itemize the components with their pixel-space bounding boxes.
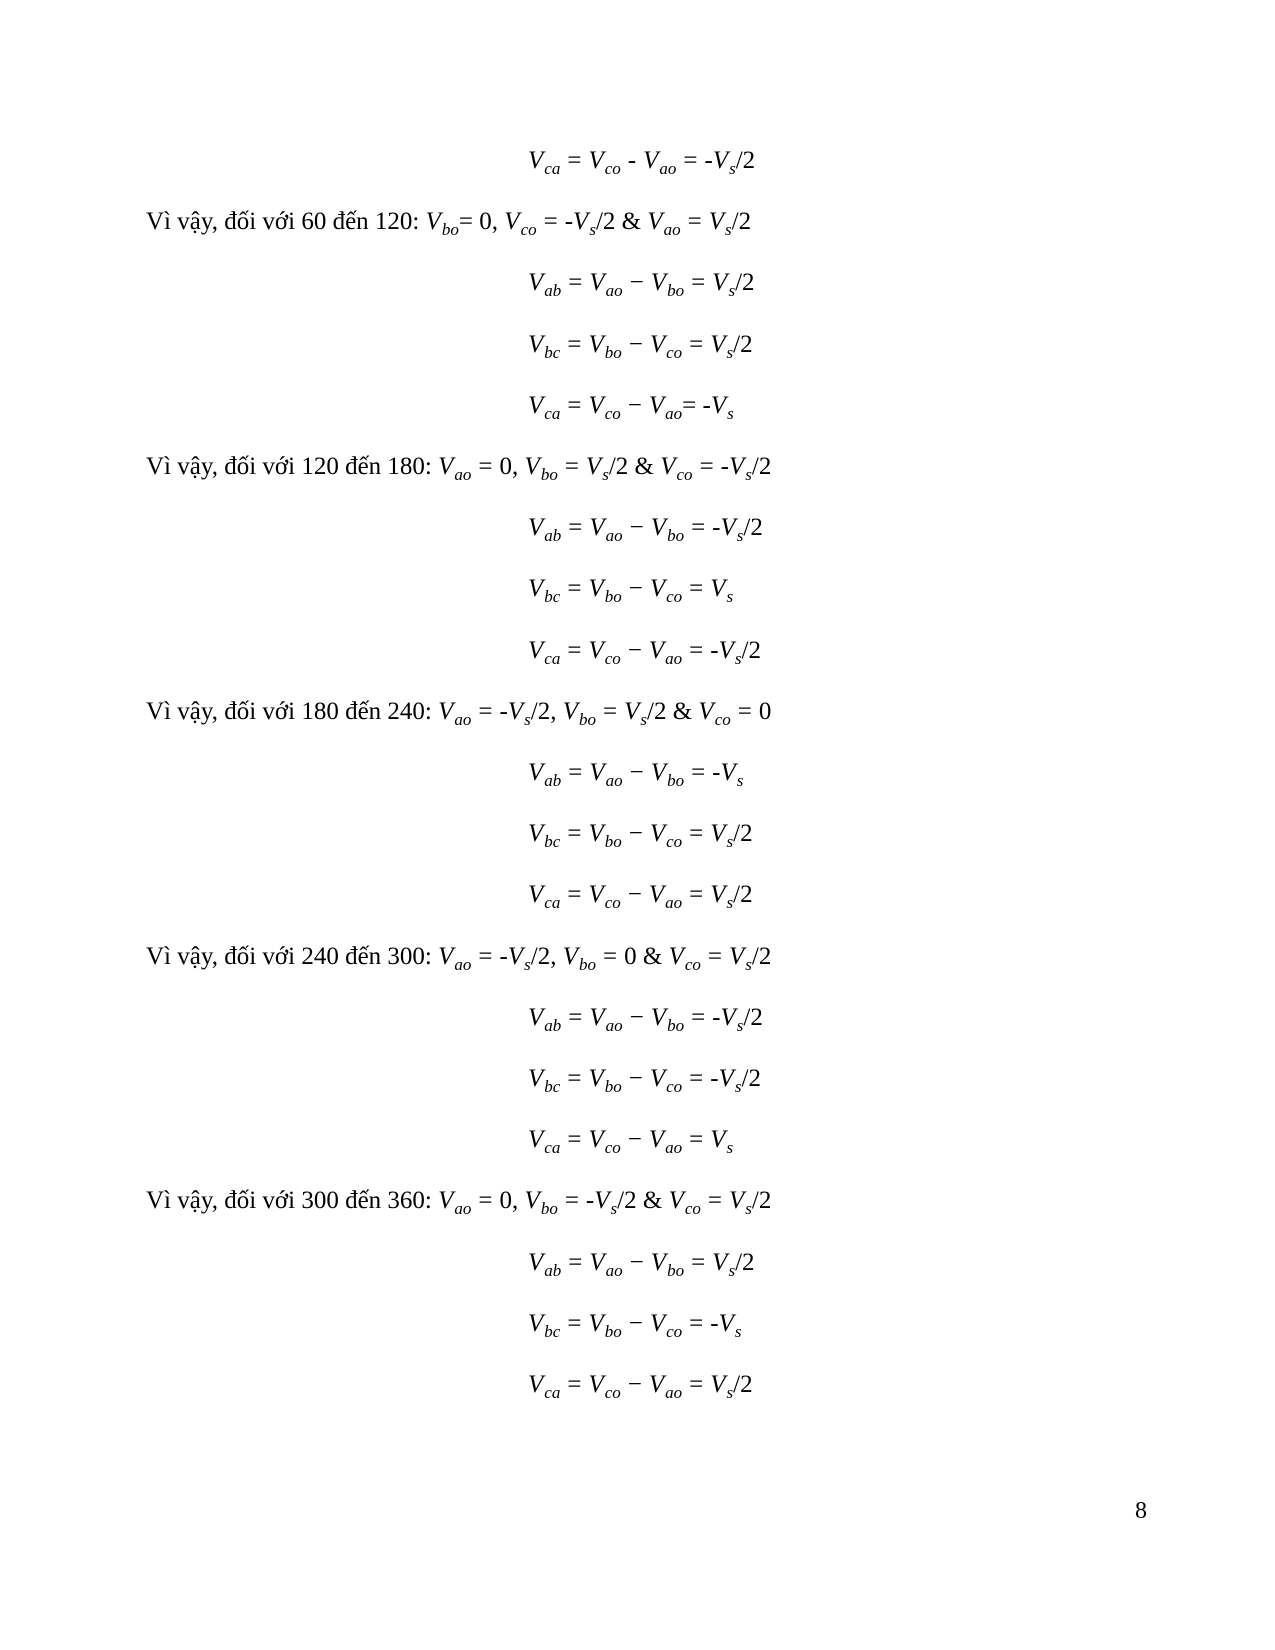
operator: =	[707, 1187, 722, 1215]
text-run: Vì vậy, đối với 300 đến 360:	[146, 1187, 439, 1215]
operator: −	[628, 575, 643, 603]
operator: =	[691, 1248, 706, 1276]
interval-statement	[146, 942, 771, 972]
voltage-symbol: $V_{bo}$	[588, 330, 622, 362]
text-run: /2	[735, 1248, 755, 1276]
equation-line	[528, 1125, 734, 1158]
voltage-symbol: $V_s$	[708, 208, 732, 240]
text-run: 0	[758, 697, 772, 725]
operator: -	[627, 147, 637, 174]
equation-line	[528, 1370, 753, 1400]
text-run: /2	[751, 942, 772, 970]
operator: =	[691, 759, 706, 786]
voltage-symbol: $V_s$	[712, 147, 736, 178]
operator: −	[628, 820, 643, 848]
equation-line	[528, 330, 753, 360]
voltage-symbol: $V_{ao}$	[648, 636, 683, 668]
text-run: /2	[733, 1371, 753, 1398]
interval-statement	[146, 697, 771, 727]
voltage-symbol: $V_{co}$	[504, 208, 537, 240]
voltage-symbol: $V_{co}$	[649, 1309, 683, 1341]
operator: =	[567, 1065, 582, 1092]
operator: =	[689, 330, 704, 358]
text-run: = 0,	[458, 208, 505, 236]
voltage-symbol: $V_{bo}$	[650, 759, 685, 790]
voltage-symbol: $V_s$	[712, 269, 736, 301]
equation-line	[528, 1003, 763, 1033]
text-run: -	[704, 147, 713, 174]
voltage-symbol: $V_s$	[720, 514, 744, 546]
voltage-symbol: $V_{co}$	[588, 147, 621, 178]
voltage-symbol: $V_{ao}$	[643, 147, 677, 178]
equation-line	[528, 880, 753, 913]
voltage-symbol: $V_s$	[710, 575, 734, 607]
text-run: /2	[741, 1065, 761, 1092]
voltage-symbol: $V_s$	[710, 881, 734, 913]
voltage-symbol: $V_{ab}$	[528, 1003, 562, 1035]
equation-line	[528, 819, 753, 852]
voltage-symbol: $V_{bo}$	[650, 1003, 685, 1035]
voltage-symbol: $V_{ab}$	[528, 514, 562, 546]
text-run: -	[564, 208, 574, 236]
operator: =	[689, 1371, 704, 1398]
voltage-symbol: $V_{ao}$	[438, 697, 472, 729]
voltage-symbol: $V_{bo}$	[588, 820, 622, 852]
voltage-symbol: $V_{bc}$	[528, 820, 561, 852]
voltage-symbol: $V_{ca}$	[528, 391, 561, 423]
operator: =	[567, 820, 582, 848]
text-run: 0 &	[624, 942, 669, 970]
operator: =	[689, 881, 704, 909]
voltage-symbol: $V_{co}$	[588, 881, 621, 913]
operator: =	[567, 147, 582, 174]
equation-line	[528, 636, 761, 666]
operator: −	[627, 881, 642, 909]
text-run: /2	[741, 636, 761, 664]
voltage-symbol: $V_s$	[507, 942, 531, 974]
operator: −	[628, 1309, 643, 1337]
operator: =	[689, 820, 704, 848]
operator: −	[629, 1248, 644, 1276]
voltage-symbol: $V_{ca}$	[528, 1126, 561, 1158]
operator: =	[603, 697, 618, 725]
voltage-symbol: $V_{ca}$	[528, 881, 561, 913]
text-run: /2	[733, 820, 753, 848]
voltage-symbol: $V_s$	[573, 208, 596, 240]
voltage-symbol: $V_s$	[624, 697, 648, 729]
equation-line	[528, 268, 755, 301]
text-run: /2 &	[647, 697, 699, 725]
operator: =	[737, 697, 752, 725]
voltage-symbol: $V_s$	[718, 1065, 742, 1096]
text-run: -	[712, 514, 721, 542]
voltage-symbol: $V_{ao}$	[589, 269, 623, 301]
voltage-symbol: $V_s$	[507, 697, 531, 729]
voltage-symbol: $V_{bo}$	[588, 1309, 622, 1341]
interval-statement	[146, 452, 771, 482]
operator: −	[629, 269, 644, 297]
operator: =	[568, 514, 583, 542]
text-run: /2	[735, 269, 755, 297]
operator: =	[478, 942, 493, 970]
voltage-symbol: $V_{ao}$	[648, 1126, 683, 1158]
voltage-symbol: $V_{ab}$	[528, 759, 562, 790]
operator: =	[687, 208, 702, 236]
text-run: -	[499, 942, 508, 970]
operator: =	[568, 1248, 583, 1276]
voltage-symbol: $V_s$	[594, 1187, 618, 1219]
voltage-symbol: $V_{ao}$	[648, 1371, 683, 1402]
text-run: Vì vậy, đối với 120 đến 180:	[146, 453, 439, 480]
operator: =	[564, 1187, 579, 1215]
equation-line	[528, 1309, 742, 1339]
operator: =	[691, 269, 706, 297]
text-run: -	[710, 1309, 719, 1337]
text-run: Vì vậy, đối với 180 đến 240:	[146, 697, 439, 725]
operator: =	[567, 391, 582, 419]
voltage-symbol: $V_{bc}$	[528, 575, 561, 607]
voltage-symbol: $V_s$	[712, 1248, 736, 1280]
text-run: /2	[751, 1187, 772, 1215]
equation-line	[528, 146, 755, 176]
text-run: -	[499, 697, 508, 725]
voltage-symbol: $V_{co}$	[660, 453, 693, 484]
voltage-symbol: $V_s$	[710, 391, 734, 423]
voltage-symbol: $V_{ao}$	[648, 881, 683, 913]
operator: =	[567, 1309, 582, 1337]
voltage-symbol: $V_s$	[585, 453, 609, 484]
text-run: /2 &	[608, 453, 661, 480]
equation-line	[528, 758, 743, 788]
voltage-symbol: $V_{ca}$	[528, 147, 561, 178]
voltage-symbol: $V_s$	[720, 1003, 744, 1035]
voltage-symbol: $V_s$	[710, 820, 734, 852]
operator: −	[628, 330, 643, 358]
voltage-symbol: $V_s$	[718, 1309, 742, 1341]
voltage-symbol: $V_{ao}$	[438, 942, 472, 974]
operator: =	[567, 881, 582, 909]
voltage-symbol: $V_{ao}$	[648, 391, 683, 423]
operator: −	[627, 1371, 642, 1398]
text-run: -	[720, 453, 729, 480]
operator: =	[689, 575, 704, 603]
voltage-symbol: $V_{ao}$	[589, 1248, 623, 1280]
operator: =	[568, 759, 583, 786]
voltage-symbol: $V_{bo}$	[524, 1187, 558, 1219]
operator: =	[567, 1371, 582, 1398]
text-run: /2	[731, 208, 752, 236]
operator: −	[629, 1003, 644, 1031]
operator: −	[629, 759, 644, 786]
voltage-symbol: $V_{bo}$	[650, 1248, 685, 1280]
voltage-symbol: $V_{co}$	[588, 1126, 621, 1158]
operator: −	[628, 1065, 643, 1092]
voltage-symbol: $V_s$	[729, 453, 752, 484]
text-run: /2	[743, 514, 763, 542]
operator: =	[689, 636, 704, 664]
voltage-symbol: $V_{co}$	[649, 330, 683, 362]
operator: =	[567, 330, 582, 358]
operator: =	[689, 1126, 704, 1154]
voltage-symbol: $V_{bo}$	[562, 942, 596, 974]
operator: =	[478, 453, 493, 480]
text-run: /2	[751, 453, 772, 480]
operator: =	[689, 1309, 704, 1337]
operator: =	[567, 636, 582, 664]
text-run: -	[710, 636, 719, 664]
operator: =	[603, 942, 618, 970]
operator: =	[568, 1003, 583, 1031]
voltage-symbol: $V_{bo}$	[650, 269, 685, 301]
voltage-symbol: $V_{ca}$	[528, 1371, 561, 1402]
text-run: = -	[682, 391, 711, 419]
text-run: /2,	[530, 697, 563, 725]
voltage-symbol: $V_{ao}$	[589, 1003, 623, 1035]
equation-line	[528, 1064, 761, 1094]
voltage-symbol: $V_{co}$	[649, 1065, 683, 1096]
voltage-symbol: $V_s$	[710, 330, 734, 362]
operator: =	[691, 1003, 706, 1031]
operator: =	[567, 1126, 582, 1154]
voltage-symbol: $V_{bo}$	[588, 1065, 622, 1096]
text-run: -	[712, 759, 721, 786]
voltage-symbol: $V_s$	[729, 942, 752, 974]
voltage-symbol: $V_{ab}$	[528, 1248, 562, 1280]
text-run: Vì vậy, đối với 240 đến 300:	[146, 942, 439, 970]
text-run: /2,	[530, 942, 563, 970]
text-run: 0,	[499, 453, 525, 480]
voltage-symbol: $V_{co}$	[698, 697, 731, 729]
voltage-symbol: $V_{co}$	[668, 942, 701, 974]
operator: =	[691, 514, 706, 542]
text-run: /2	[743, 1003, 763, 1031]
operator: =	[478, 1187, 493, 1215]
voltage-symbol: $V_{ao}$	[589, 759, 623, 790]
voltage-symbol: $V_{bo}$	[650, 514, 685, 546]
text-run: /2 &	[595, 208, 648, 236]
text-run: /2	[735, 147, 756, 174]
operator: −	[627, 1126, 642, 1154]
voltage-symbol: $V_{bc}$	[528, 330, 561, 362]
voltage-symbol: $V_{bo}$	[524, 453, 558, 484]
operator: =	[478, 697, 493, 725]
voltage-symbol: $V_{co}$	[588, 636, 621, 668]
equation-line	[528, 391, 734, 421]
voltage-symbol: $V_{ao}$	[438, 1187, 472, 1219]
voltage-symbol: $V_{bc}$	[528, 1065, 561, 1096]
operator: =	[567, 575, 582, 603]
voltage-symbol: $V_{ao}$	[438, 453, 472, 484]
operator: =	[707, 942, 722, 970]
equation-line	[528, 513, 763, 546]
operator: −	[627, 391, 642, 419]
voltage-symbol: $V_{co}$	[649, 820, 683, 852]
operator: =	[683, 147, 698, 174]
voltage-symbol: $V_{ca}$	[528, 636, 561, 668]
voltage-symbol: $V_{co}$	[588, 1371, 621, 1402]
page-number: 8	[1135, 1498, 1147, 1524]
text-run: Vì vậy, đối với 60 đến 120:	[146, 208, 426, 236]
voltage-symbol: $V_{bo}$	[588, 575, 622, 607]
voltage-symbol: $V_{ao}$	[647, 208, 681, 240]
text-run: -	[710, 1065, 719, 1092]
operator: =	[699, 453, 714, 480]
voltage-symbol: $V_s$	[710, 1126, 734, 1158]
interval-statement	[146, 1186, 772, 1219]
voltage-symbol: $V_s$	[718, 636, 742, 668]
text-run: -	[585, 1187, 595, 1215]
voltage-symbol: $V_{bc}$	[528, 1309, 561, 1341]
voltage-symbol: $V_{ao}$	[589, 514, 623, 546]
operator: −	[627, 636, 642, 664]
voltage-symbol: $V_s$	[710, 1371, 734, 1402]
voltage-symbol: $V_s$	[729, 1187, 752, 1219]
text-run: -	[712, 1003, 721, 1031]
operator: =	[543, 208, 558, 236]
operator: =	[564, 453, 579, 480]
voltage-symbol: $V_{bo}$	[425, 208, 459, 240]
equation-line	[528, 574, 734, 607]
text-run: /2	[733, 881, 753, 909]
equation-line	[528, 1248, 755, 1278]
text-run: /2 &	[617, 1187, 669, 1215]
operator: −	[629, 514, 644, 542]
voltage-symbol: $V_{co}$	[588, 391, 621, 423]
text-run: /2	[733, 330, 753, 358]
voltage-symbol: $V_{co}$	[649, 575, 683, 607]
voltage-symbol: $V_{bo}$	[562, 697, 596, 729]
operator: =	[689, 1065, 704, 1092]
operator: =	[568, 269, 583, 297]
text-run: 0,	[499, 1187, 525, 1215]
interval-statement	[146, 207, 752, 240]
voltage-symbol: $V_{ab}$	[528, 269, 562, 301]
voltage-symbol: $V_{co}$	[668, 1187, 701, 1219]
voltage-symbol: $V_s$	[720, 759, 744, 790]
